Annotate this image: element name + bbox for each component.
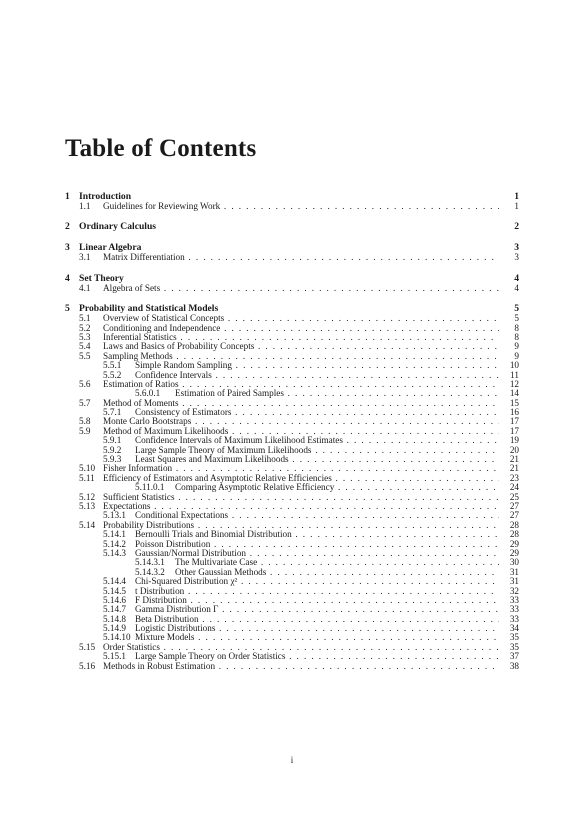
toc-section-entry[interactable] — [65, 371, 519, 380]
toc-section-entry[interactable] — [65, 380, 519, 389]
toc-section-entry[interactable] — [65, 596, 519, 605]
toc-entry-title: Probability Distributions . . . — [103, 521, 499, 530]
toc-entry-number: 3.1 — [79, 252, 91, 263]
page-number-footer: i — [290, 755, 294, 765]
toc-entry-title: Monte Carlo Bootstraps . . . — [103, 417, 499, 426]
toc-entry-number: 5.14.7 — [103, 604, 126, 615]
toc-entry-page: 23 — [509, 472, 519, 483]
toc-entry-page: 15 — [509, 397, 519, 408]
toc-entry-page: 17 — [509, 425, 519, 436]
toc-entry-page: 3 — [514, 242, 519, 254]
toc-entry-title: Gaussian/Normal Distribution . . . — [135, 549, 499, 558]
toc-entry-number: 5.14.3.1 — [135, 557, 165, 568]
toc-entry-title: Least Squares and Maximum Likelihoods . . . — [135, 455, 499, 464]
toc-entry-page: 30 — [509, 557, 519, 568]
toc-entry-number: 5.11.0.1 — [135, 482, 165, 493]
toc-section-entry[interactable] — [65, 605, 519, 614]
toc-entry-number: 5.9.3 — [103, 454, 122, 465]
toc-entry-page: 31 — [509, 566, 519, 577]
toc-section-entry[interactable] — [65, 284, 519, 293]
toc-section-entry[interactable] — [65, 361, 519, 370]
toc-entry-page: 4 — [514, 282, 519, 293]
toc-entry-page: 3 — [514, 252, 519, 263]
toc-entry-number: 5.14.10 — [103, 632, 131, 643]
toc-entry-number: 5.15.1 — [103, 651, 126, 662]
toc-entry-page: 8 — [514, 331, 519, 342]
toc-entry-page: 31 — [509, 576, 519, 587]
toc-entry-title: Logistic Distributions . . . — [135, 624, 499, 633]
toc-chapter-entry[interactable] — [65, 274, 519, 284]
toc-chapter-entry[interactable] — [65, 304, 519, 314]
toc-entry-number: 5.13.1 — [103, 510, 126, 521]
toc-section-entry[interactable] — [65, 540, 519, 549]
toc-entry-page: 4 — [514, 272, 519, 284]
toc-section-entry[interactable] — [65, 483, 519, 492]
toc-entry-number: 5.4 — [79, 341, 91, 352]
toc-section-entry[interactable] — [65, 643, 519, 652]
toc-entry-number: 5.14.3.2 — [135, 566, 165, 577]
toc-entry-number: 5.5.1 — [103, 360, 122, 371]
toc-entry-title: Fisher Information . . . — [103, 464, 499, 473]
toc-section-entry[interactable] — [65, 253, 519, 262]
toc-entry-number: 5.5 — [79, 350, 91, 361]
toc-entry-title: Laws and Basics of Probability Concepts . . . — [103, 342, 499, 351]
toc-entry-page: 24 — [509, 482, 519, 493]
toc-section-entry[interactable] — [65, 333, 519, 342]
toc-section-entry[interactable] — [65, 474, 519, 483]
toc-entry-number: 1.1 — [79, 201, 91, 211]
toc-section-entry[interactable] — [65, 389, 519, 398]
toc-entry-number: 5.7 — [79, 397, 91, 408]
toc-entry-title: Comparing Asymptotic Relative Efficiency . . . — [175, 483, 499, 492]
toc-entry-title: Efficiency of Estimators and Asymptotic Relative Efficiencies . . . — [103, 474, 499, 483]
toc-entry-title: Order Statistics . . . — [103, 643, 499, 652]
toc-entry-number: 5.11 — [79, 472, 95, 483]
toc-section-entry[interactable] — [65, 202, 519, 211]
toc-entry-number: 5.6 — [79, 378, 91, 389]
toc-entry-number: 5.14.5 — [103, 585, 126, 596]
toc-entry-page: 9 — [514, 341, 519, 352]
toc-entry-title: Simple Random Sampling . . . — [135, 361, 499, 370]
toc-entry-number: 5.9.1 — [103, 435, 122, 446]
toc-entry-page: 27 — [509, 510, 519, 521]
toc-entry-number: 4 — [65, 272, 70, 284]
toc-entry-page: 27 — [509, 500, 519, 511]
toc-entry-number: 5.7.1 — [103, 407, 122, 418]
toc-section-entry[interactable] — [65, 511, 519, 520]
toc-section-entry[interactable] — [65, 493, 519, 502]
toc-section-entry[interactable] — [65, 342, 519, 351]
toc-section-entry[interactable] — [65, 314, 519, 323]
toc-entry-title: Consistency of Estimators . . . — [135, 408, 499, 417]
toc-entry-page: 19 — [509, 435, 519, 446]
toc-entry-title: Conditional Expectations . . . — [135, 511, 499, 520]
toc-entry-title: Set Theory — [79, 273, 124, 284]
toc-entry-title: Bernoulli Trials and Binomial Distribution . . . — [135, 530, 499, 539]
toc-entry-page: 8 — [514, 322, 519, 333]
toc-entry-number: 5.14.8 — [103, 613, 126, 624]
toc-section-entry[interactable] — [65, 408, 519, 417]
toc-entry-number: 5.2 — [79, 322, 91, 333]
toc-entry-number: 5.8 — [79, 416, 91, 427]
toc-entry-number: 5.3 — [79, 331, 91, 342]
toc-entry-page: 34 — [509, 623, 519, 634]
toc-entry-title: F Distribution . . . — [135, 596, 499, 605]
toc-section-entry[interactable] — [65, 521, 519, 530]
toc-entry-title: Estimation of Paired Samples . . . — [175, 389, 499, 398]
toc-entry-title: Confidence Intervals . . . — [135, 371, 499, 380]
toc-entry-number: 5.10 — [79, 463, 96, 474]
toc-entry-title: Poisson Distribution . . . — [135, 540, 499, 549]
toc-section-entry[interactable] — [65, 324, 519, 333]
toc-entry-page: 12 — [509, 378, 519, 389]
toc-entry-number: 5.14.1 — [103, 529, 126, 540]
toc-entry-page: 38 — [509, 660, 519, 671]
toc-entry-title: The Multivariate Case . . . — [175, 558, 499, 567]
toc-section-entry[interactable] — [65, 399, 519, 408]
toc-entry-number: 5.16 — [79, 660, 96, 671]
toc-chapter-entry[interactable] — [65, 222, 519, 232]
toc-entry-page: 25 — [509, 491, 519, 502]
toc-entry-title: Methods in Robust Estimation . . . — [103, 662, 499, 671]
toc-entry-title: t Distribution . . . — [135, 587, 499, 596]
toc-entry-title: Estimation of Ratios . . . — [103, 380, 499, 389]
toc-entry-number: 5.14.4 — [103, 576, 126, 587]
toc-entry-page: 16 — [509, 407, 519, 418]
toc-entry-title: Linear Algebra — [79, 243, 142, 254]
toc-entry-number: 5.12 — [79, 491, 96, 502]
toc-section-entry[interactable] — [65, 549, 519, 558]
toc-entry-page: 33 — [509, 594, 519, 605]
toc-entry-page: 17 — [509, 416, 519, 427]
toc-entry-title: Sampling Methods . . . — [103, 352, 499, 361]
toc-entry-title: Chi-Squared Distribution χ² . . . — [135, 577, 499, 586]
toc-entry-number: 5.1 — [79, 313, 91, 324]
toc-section-entry[interactable] — [65, 352, 519, 361]
table-of-contents — [65, 192, 519, 671]
toc-entry-page: 35 — [509, 641, 519, 652]
toc-entry-page: 11 — [510, 369, 519, 380]
toc-entry-title: Mixture Models . . . — [135, 633, 499, 642]
toc-section-entry[interactable] — [65, 624, 519, 633]
toc-entry-number: 5.15 — [79, 641, 96, 652]
toc-section-entry[interactable] — [65, 652, 519, 661]
toc-entry-number: 5.13 — [79, 500, 96, 511]
toc-entry-page: 5 — [514, 303, 519, 315]
toc-entry-number: 5.14.2 — [103, 538, 126, 549]
toc-entry-title: Method of Maximum Likelihoods . . . — [103, 427, 499, 436]
toc-entry-number: 4.1 — [79, 282, 91, 293]
toc-section-entry[interactable] — [65, 633, 519, 642]
toc-entry-page: 1 — [514, 191, 519, 202]
toc-entry-page: 5 — [514, 313, 519, 324]
toc-section-entry[interactable] — [65, 558, 519, 567]
toc-entry-page: 28 — [509, 529, 519, 540]
toc-entry-page: 1 — [514, 201, 519, 211]
toc-entry-number: 5.14.9 — [103, 623, 126, 634]
toc-entry-number: 5.9 — [79, 425, 91, 436]
toc-entry-page: 37 — [509, 651, 519, 662]
toc-entry-page: 14 — [509, 388, 519, 399]
toc-entry-page: 33 — [509, 604, 519, 615]
toc-section-entry[interactable] — [65, 662, 519, 671]
toc-section-entry[interactable] — [65, 587, 519, 596]
toc-entry-title: Conditioning and Independence . . . — [103, 324, 499, 333]
toc-entry-title: Probability and Statistical Models — [79, 304, 219, 315]
toc-section-entry[interactable] — [65, 577, 519, 586]
toc-section-entry[interactable] — [65, 417, 519, 426]
toc-entry-number: 5.14.3 — [103, 547, 126, 558]
toc-entry-title: Large Sample Theory of Maximum Likelihoods . . . — [135, 446, 499, 455]
toc-entry-page: 21 — [509, 463, 519, 474]
toc-entry-page: 10 — [509, 360, 519, 371]
toc-section-entry[interactable] — [65, 464, 519, 473]
toc-entry-title: Overview of Statistical Concepts . . . — [103, 314, 499, 323]
toc-section-entry[interactable] — [65, 446, 519, 455]
toc-chapter-entry[interactable] — [65, 243, 519, 253]
toc-entry-title: Inferential Statistics . . . — [103, 333, 499, 342]
toc-entry-title: Method of Moments . . . — [103, 399, 499, 408]
page-title: Table of Contents — [65, 134, 257, 162]
toc-entry-number: 5 — [65, 303, 70, 315]
toc-entry-page: 9 — [514, 350, 519, 361]
toc-entry-page: 28 — [509, 519, 519, 530]
toc-entry-title: Gamma Distribution Γ . . . — [135, 605, 499, 614]
toc-entry-title: Confidence Intervals of Maximum Likelihood Estimates . . . — [135, 436, 499, 445]
toc-entry-title: Introduction — [79, 192, 132, 202]
toc-entry-number: 1 — [65, 191, 70, 202]
toc-entry-number: 5.14 — [79, 519, 96, 530]
toc-section-entry[interactable] — [65, 615, 519, 624]
toc-entry-number: 5.9.2 — [103, 444, 122, 455]
toc-entry-title: Beta Distribution . . . — [135, 615, 499, 624]
toc-entry-title: Other Gaussian Methods . . . — [175, 568, 499, 577]
toc-section-entry[interactable] — [65, 568, 519, 577]
toc-entry-page: 32 — [509, 585, 519, 596]
toc-entry-number: 5.14.6 — [103, 594, 126, 605]
toc-entry-number: 5.6.0.1 — [135, 388, 161, 399]
toc-entry-page: 29 — [509, 547, 519, 558]
toc-entry-page: 2 — [514, 221, 519, 233]
toc-entry-title: Matrix Differentiation . . . — [103, 253, 499, 262]
toc-entry-number: 3 — [65, 242, 70, 254]
toc-entry-page: 33 — [509, 613, 519, 624]
toc-entry-title: Guidelines for Reviewing Work . . . — [103, 202, 499, 211]
toc-entry-title: Ordinary Calculus — [79, 222, 157, 233]
toc-entry-number: 2 — [65, 221, 70, 233]
toc-entry-page: 20 — [509, 444, 519, 455]
toc-entry-page: 29 — [509, 538, 519, 549]
toc-section-entry[interactable] — [65, 455, 519, 464]
toc-entry-number: 5.5.2 — [103, 369, 122, 380]
toc-entry-page: 35 — [509, 632, 519, 643]
toc-entry-title: Sufficient Statistics . . . — [103, 493, 499, 502]
toc-section-entry[interactable] — [65, 427, 519, 436]
toc-section-entry[interactable] — [65, 502, 519, 511]
toc-entry-title: Algebra of Sets . . . — [103, 284, 499, 293]
toc-section-entry[interactable] — [65, 530, 519, 539]
toc-chapter-entry[interactable] — [65, 192, 519, 202]
toc-entry-title: Large Sample Theory on Order Statistics . . . — [135, 652, 499, 661]
toc-section-entry[interactable] — [65, 436, 519, 445]
toc-entry-title: Expectations . . . — [103, 502, 499, 511]
toc-entry-page: 21 — [509, 454, 519, 465]
